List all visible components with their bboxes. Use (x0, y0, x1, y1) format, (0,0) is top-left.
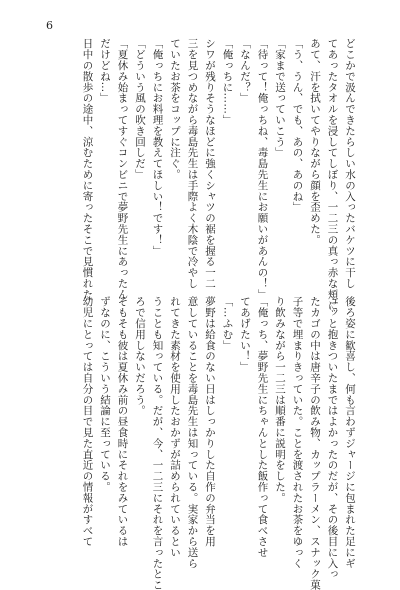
text-line: 夢野は給食のない日はしっかりした自作の弁当を用 (204, 296, 216, 547)
text-line: ていたお茶をコップに注ぐ。 (169, 38, 181, 180)
page-number: 6 (46, 19, 53, 32)
text-line: 「なんだ？」 (239, 38, 251, 104)
text-line: たカゴの中は唐辛子の飲み物、カップラーメン、スナック菓 (309, 296, 321, 590)
text-line: ろで信用しないだろう。 (134, 296, 146, 416)
text-line: 日中の散歩の途中、涼むために寄ったそこで見慣れた (81, 38, 94, 300)
text-block-top (78, 38, 358, 311)
text-block-bottom (78, 296, 358, 590)
text-line: シワが残りそうなほどに強くシャツの裾を握る一二 (204, 38, 216, 289)
text-line: り飲みながら一二三は順番に説明をした。 (274, 296, 286, 504)
text-line: 幼児にとっては自分の目で見た直近の情報がすべて (81, 296, 94, 547)
text-line: てあったタオルを浸してしぼり、一二三の真っ赤な頬に (326, 38, 339, 311)
text-line: 「夏休み始まってすぐコンビニで夢野先生にあったん (116, 38, 129, 300)
text-line: 「俺っちにお料理を教えてほしい！です！」 (151, 38, 164, 256)
text-line: 「待って！俺っちね、毒島先生にお願いがあんの！」 (256, 38, 269, 300)
text-line: あて、汗を拭いてやりながら顔を歪めた。 (309, 38, 321, 246)
text-line: ュッと抱きついたまではよかったのだが、その後目に入っ (326, 296, 339, 580)
text-line: れてきた素材を使用したおかずが詰められているとい (169, 296, 181, 558)
text-line: 後ろ姿に歓喜し、何も言わずジャージに包まれた足にギ (344, 296, 356, 569)
text-line: 「どういう風の吹き回しだ」 (134, 38, 146, 180)
text-line: 「家まで送っていこう」 (274, 38, 286, 158)
text-line: 子等で埋まりきっていた。ことを渡されたお茶をゆっく (291, 296, 304, 569)
text-line: てあげたい！」 (239, 296, 251, 373)
text-line: 三を見つめながら毒島先生は手際よく木陰で冷やし (186, 38, 199, 289)
text-line: 「俺っちに……」 (221, 38, 234, 126)
text-line: だけどね…」 (99, 38, 111, 104)
text-line: 「う、うん、でも、あの、あのね」 (291, 38, 304, 213)
text-line: そもそも彼は夏休み前の昼食時にそれをみているは (116, 296, 129, 547)
text-line: ずなのに、こういう結論に至っている。 (99, 296, 111, 493)
text-line: 「…ふむ」 (221, 296, 234, 351)
text-line: 意していることを毒島先生は知っている。実家から送ら (186, 296, 199, 569)
text-line: 「俺っち、夢野先生にちゃんとした飯作って食べさせ (256, 296, 269, 558)
text-line: うことも知っている。だが、今、一二三にそれを言ったとこ (151, 296, 164, 590)
text-line: どこかで汲んできたらしい水の入ったバケツに干し (344, 38, 356, 289)
